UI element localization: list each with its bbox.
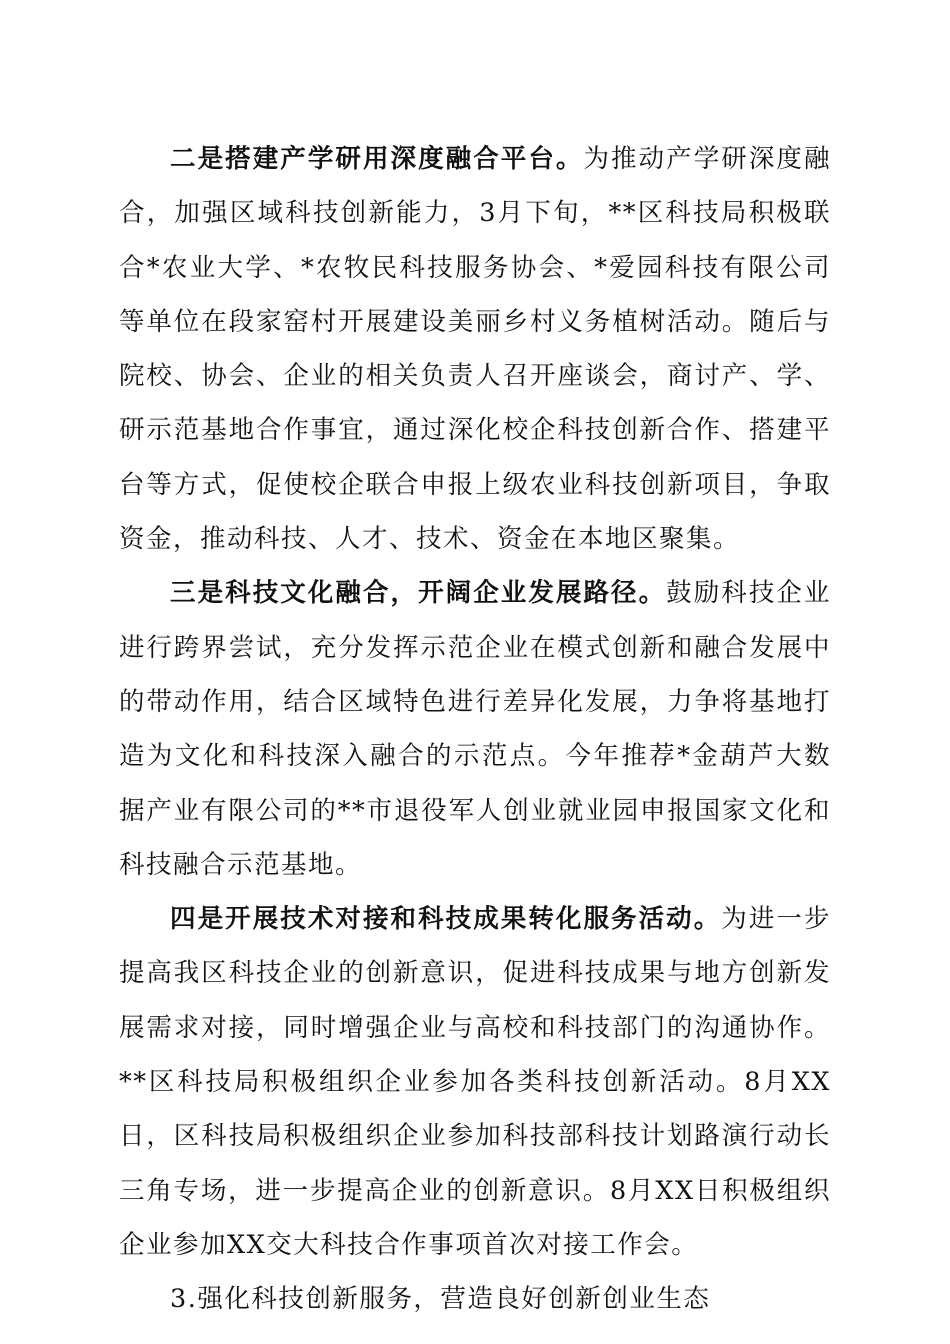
document-body — [119, 132, 831, 1327]
section-heading — [119, 1272, 831, 1326]
paragraph-platform — [119, 132, 831, 566]
paragraph-text: 为推动产学研深度融合，加强区域科技创新能力，3月下旬，**区科技局积极联合*农业大学、*农牧民科技服务协会、*爱园科技有限公司等单位在段家窑村开展建设美丽乡村义务植树活动。随后与院校、协会、企业的相关负责人召开座谈会，商讨产、学、研示范基地合作事宜，通过深化校企科技创新合作、搭建平台等方式，促使校企联合申报上级农业科技创新项目，争取资金，推动科技、人才、技术、资金在本地区聚集。 — [119, 144, 831, 555]
paragraph-heading: 二是搭建产学研用深度融合平台。 — [170, 144, 584, 174]
paragraph-tech-transfer — [119, 892, 831, 1272]
paragraph-text: 3.强化科技创新服务，营造良好创新创业生态 — [170, 1284, 711, 1315]
paragraph-text: 鼓励科技企业进行跨界尝试，充分发挥示范企业在模式创新和融合发展中的带动作用，结合区域特色进行差异化发展，力争将基地打造为文化和科技深入融合的示范点。今年推荐*金葫芦大数据产业有限公司的**市退役军人创业就业园申报国家文化和科技融合示范基地。 — [119, 578, 831, 880]
paragraph-heading: 三是科技文化融合，开阔企业发展路径。 — [170, 578, 667, 609]
paragraph-heading: 四是开展技术对接和科技成果转化服务活动。 — [170, 904, 722, 935]
paragraph-culture-fusion — [119, 566, 831, 892]
paragraph-text: 为进一步提高我区科技企业的创新意识，促进科技成果与地方创新发展需求对接，同时增强企业与高校和科技部门的沟通协作。**区科技局积极组织企业参加各类科技创新活动。8月XX日，区科技局积极组织企业参加科技部科技计划路演行动长三角专场，进一步提高企业的创新意识。8月XX日积极组织企业参加XX交大科技合作事项首次对接工作会。 — [119, 904, 831, 1260]
